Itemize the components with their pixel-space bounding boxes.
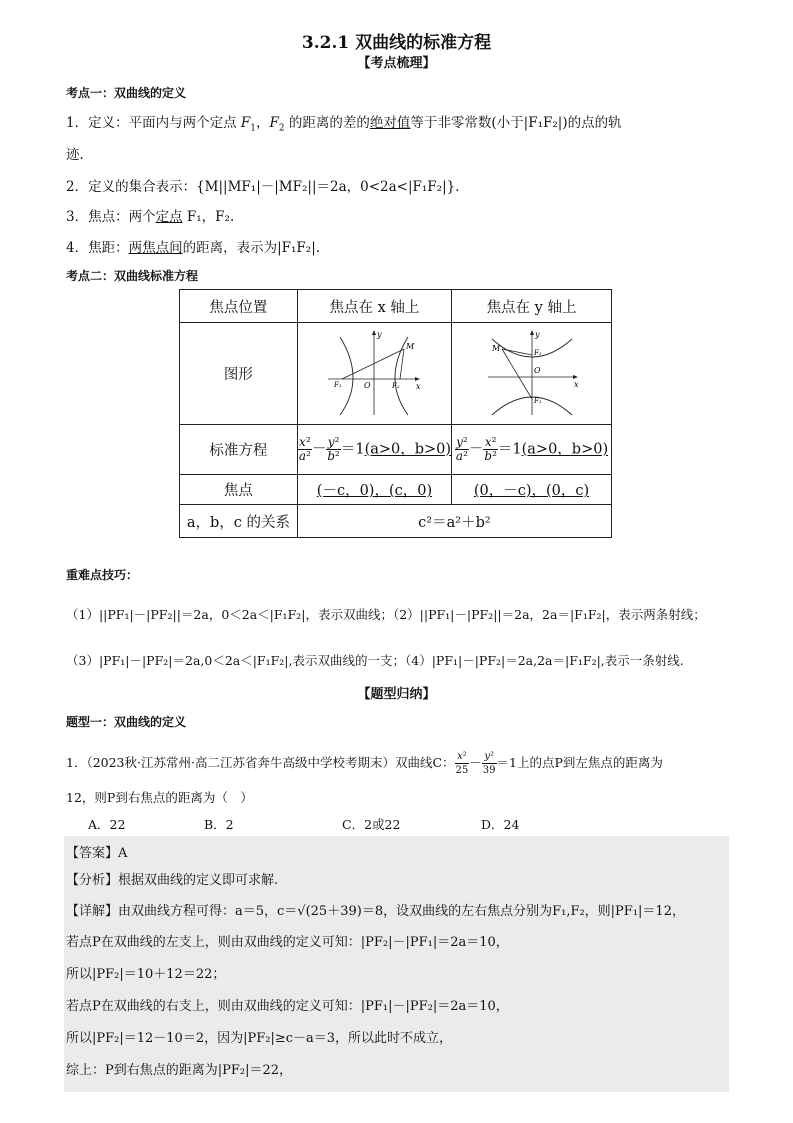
kp1-heading: 考点一：双曲线的定义 bbox=[66, 86, 187, 100]
equation-x-condition: (a>0，b>0) bbox=[364, 441, 452, 458]
svg-text:M: M bbox=[491, 343, 500, 353]
focus-y-value: (0，－c)，(0，c) bbox=[473, 483, 590, 499]
kp1-l4a: 4．焦距： bbox=[66, 240, 129, 256]
option-d: D．24 bbox=[481, 817, 520, 832]
kp1-l4c: 的距离，表示为|F₁F₂|. bbox=[182, 240, 321, 256]
relation-value: c²＝a²＋b² bbox=[297, 505, 611, 538]
kp1-line3 bbox=[66, 205, 234, 225]
q1-stem-part-b: ＝1上的点P到左焦点的距离为 bbox=[496, 755, 663, 770]
table-row bbox=[180, 475, 612, 505]
table-header-y-axis: 焦点在 y 轴上 bbox=[452, 290, 612, 323]
kp2-heading: 考点二：双曲线标准方程 bbox=[66, 269, 199, 283]
focus-x-axis bbox=[297, 475, 451, 505]
fraction: $\frac{\text{x²}}{\text{b²}}$ bbox=[484, 435, 497, 463]
hyperbola-x-axis-figure bbox=[324, 327, 424, 417]
detail-line-2: 若点P在双曲线的左支上，则由双曲线的定义可知：|PF₂|－|PF₁|＝2a＝10， bbox=[66, 935, 509, 950]
table-label-graph: 图形 bbox=[180, 323, 298, 425]
f1-sub: 1 bbox=[250, 123, 256, 134]
table-row bbox=[180, 323, 612, 425]
svg-text:F₂: F₂ bbox=[533, 348, 542, 357]
table-row bbox=[180, 425, 612, 475]
kp1-line4 bbox=[66, 236, 320, 256]
svg-text:F₁: F₁ bbox=[533, 396, 542, 405]
focus-x-value: (－c，0)，(c，0) bbox=[316, 483, 433, 499]
kp1-line1: 1．定义：平面内与两个定点 $F_1$，$F_2$ 的距离的差的绝对值等于非零常数(小于|F₁F₂|)的点的轨 bbox=[66, 115, 622, 134]
kp1-line1-cont: 迹. bbox=[66, 147, 84, 163]
analysis-line: 【分析】根据双曲线的定义即可求解. bbox=[66, 873, 279, 888]
table-label-equation: 标准方程 bbox=[180, 425, 298, 475]
fraction: $\frac{\text{x²}}{\text{a²}}$ bbox=[298, 435, 311, 463]
svg-text:x: x bbox=[416, 381, 421, 391]
svg-text:F₂: F₂ bbox=[392, 381, 401, 390]
type1-heading: 题型一：双曲线的定义 bbox=[66, 715, 187, 729]
hyperbola-y-axis-figure bbox=[482, 327, 582, 417]
kp1-l1b: 的距离的差的 bbox=[288, 115, 370, 131]
option-a: A．22 bbox=[88, 817, 126, 832]
svg-text:y: y bbox=[377, 329, 382, 339]
question-1-stem-cont: 12，则P到右焦点的距离为（ ） bbox=[66, 790, 253, 805]
graph-x-axis-cell bbox=[297, 323, 451, 425]
question-1-stem: 1．（2023秋·江苏常州·高二江苏省奔牛高级中学校考期末）双曲线C： $\frac{\text{x²}}{25}$ － $\frac{\text{y²}}{39}$ ＝1上的点P到左焦点的距离为 bbox=[66, 751, 663, 776]
f2-symbol: F bbox=[269, 115, 279, 131]
detail-line-3: 所以|PF₂|＝10＋12＝22； bbox=[66, 967, 226, 982]
kp1-l3b-underlined: 定点 bbox=[155, 209, 183, 225]
kp1-l3c: F₁，F₂. bbox=[186, 209, 235, 225]
svg-text:x: x bbox=[573, 379, 579, 389]
types-heading: 【题型归纳】 bbox=[357, 687, 436, 702]
option-c: C．2或22 bbox=[342, 817, 401, 832]
fraction: $\frac{\text{y²}}{\text{b²}}$ bbox=[327, 435, 340, 463]
q1-stem-part-a: 1．（2023秋·江苏常州·高二江苏省奔牛高级中学校考期末）双曲线C： bbox=[66, 755, 455, 770]
table-row bbox=[180, 505, 612, 538]
kp1-line2: 2．定义的集合表示：{M||MF₁|－|MF₂||＝2a，0<2a<|F₁F₂|}． bbox=[66, 179, 469, 195]
fraction: $\frac{\text{y²}}{39}$ bbox=[482, 751, 496, 776]
svg-text:F₁: F₁ bbox=[334, 380, 343, 389]
kp1-l1a: 1．定义：平面内与两个定点 bbox=[66, 115, 237, 131]
table-row bbox=[180, 290, 612, 323]
equation-y-condition: (a>0，b>0) bbox=[521, 441, 609, 458]
tips-heading: 重难点技巧： bbox=[66, 568, 139, 582]
tip-line-2: （3）|PF₁|－|PF₂|＝2a,0＜2a＜|F₁F₂|,表示双曲线的一支；（4）|PF₁|－|PF₂|＝2a,2a＝|F₁F₂|,表示一条射线. bbox=[66, 653, 684, 668]
fraction: $\frac{\text{y²}}{\text{a²}}$ bbox=[455, 435, 468, 463]
graph-y-axis-cell bbox=[452, 323, 612, 425]
tip-line-1: （1）||PF₁|－|PF₂||＝2a，0＜2a＜|F₁F₂|，表示双曲线；（2）||PF₁|－|PF₂||＝2a，2a＝|F₁F₂|，表示两条射线； bbox=[66, 607, 706, 622]
equation-x-axis: $\frac{\text{x²}}{\text{a²}}$ － $\frac{\text{y²}}{\text{b²}}$ ＝1(a>0，b>0) bbox=[297, 425, 451, 475]
kp1-l1c-underlined: 绝对值 bbox=[369, 115, 411, 131]
detail-line-5: 所以|PF₂|＝12－10＝2，因为|PF₂|≥c－a＝3，所以此时不成立， bbox=[66, 1031, 453, 1046]
section-subtitle: 【考点梳理】 bbox=[357, 56, 436, 71]
answer-line: 【答案】A bbox=[66, 846, 128, 861]
detail-line-1: 【详解】由双曲线方程可得：a＝5，c＝√(25＋39)＝8，设双曲线的左右焦点分别为F₁,F₂，则|PF₁|＝12， bbox=[66, 904, 685, 919]
table-label-focus: 焦点 bbox=[180, 475, 298, 505]
fraction: $\frac{\text{x²}}{25}$ bbox=[455, 751, 469, 776]
equation-y-axis: $\frac{\text{y²}}{\text{a²}}$ － $\frac{\text{x²}}{\text{b²}}$ ＝1(a>0，b>0) bbox=[452, 425, 612, 475]
table-header-x-axis: 焦点在 x 轴上 bbox=[297, 290, 451, 323]
focus-y-axis bbox=[452, 475, 612, 505]
kp1-l1d: 等于非零常数(小于|F₁F₂|)的点的轨 bbox=[410, 115, 622, 131]
svg-text:y: y bbox=[534, 329, 540, 339]
f2-sub: 2 bbox=[278, 123, 285, 134]
option-b: B．2 bbox=[204, 817, 234, 832]
table-label-relation: a，b，c 的关系 bbox=[180, 505, 298, 538]
kp1-l3a: 3．焦点：两个 bbox=[66, 209, 156, 225]
svg-text:O: O bbox=[364, 380, 372, 390]
detail-line-4: 若点P在双曲线的右支上，则由双曲线的定义可知：|PF₁|－|PF₂|＝2a＝10， bbox=[66, 999, 509, 1014]
f1-symbol: F bbox=[240, 115, 251, 131]
detail-line-6: 综上：P到右焦点的距离为|PF₂|＝22， bbox=[66, 1063, 293, 1078]
table-header-position: 焦点位置 bbox=[180, 290, 298, 323]
page-title: 3.2.1 双曲线的标准方程 bbox=[301, 33, 492, 53]
kp1-l4b-underlined: 两焦点间 bbox=[128, 240, 183, 256]
svg-text:M: M bbox=[406, 341, 415, 351]
svg-text:O: O bbox=[533, 365, 541, 375]
standard-equation-table bbox=[179, 289, 612, 538]
